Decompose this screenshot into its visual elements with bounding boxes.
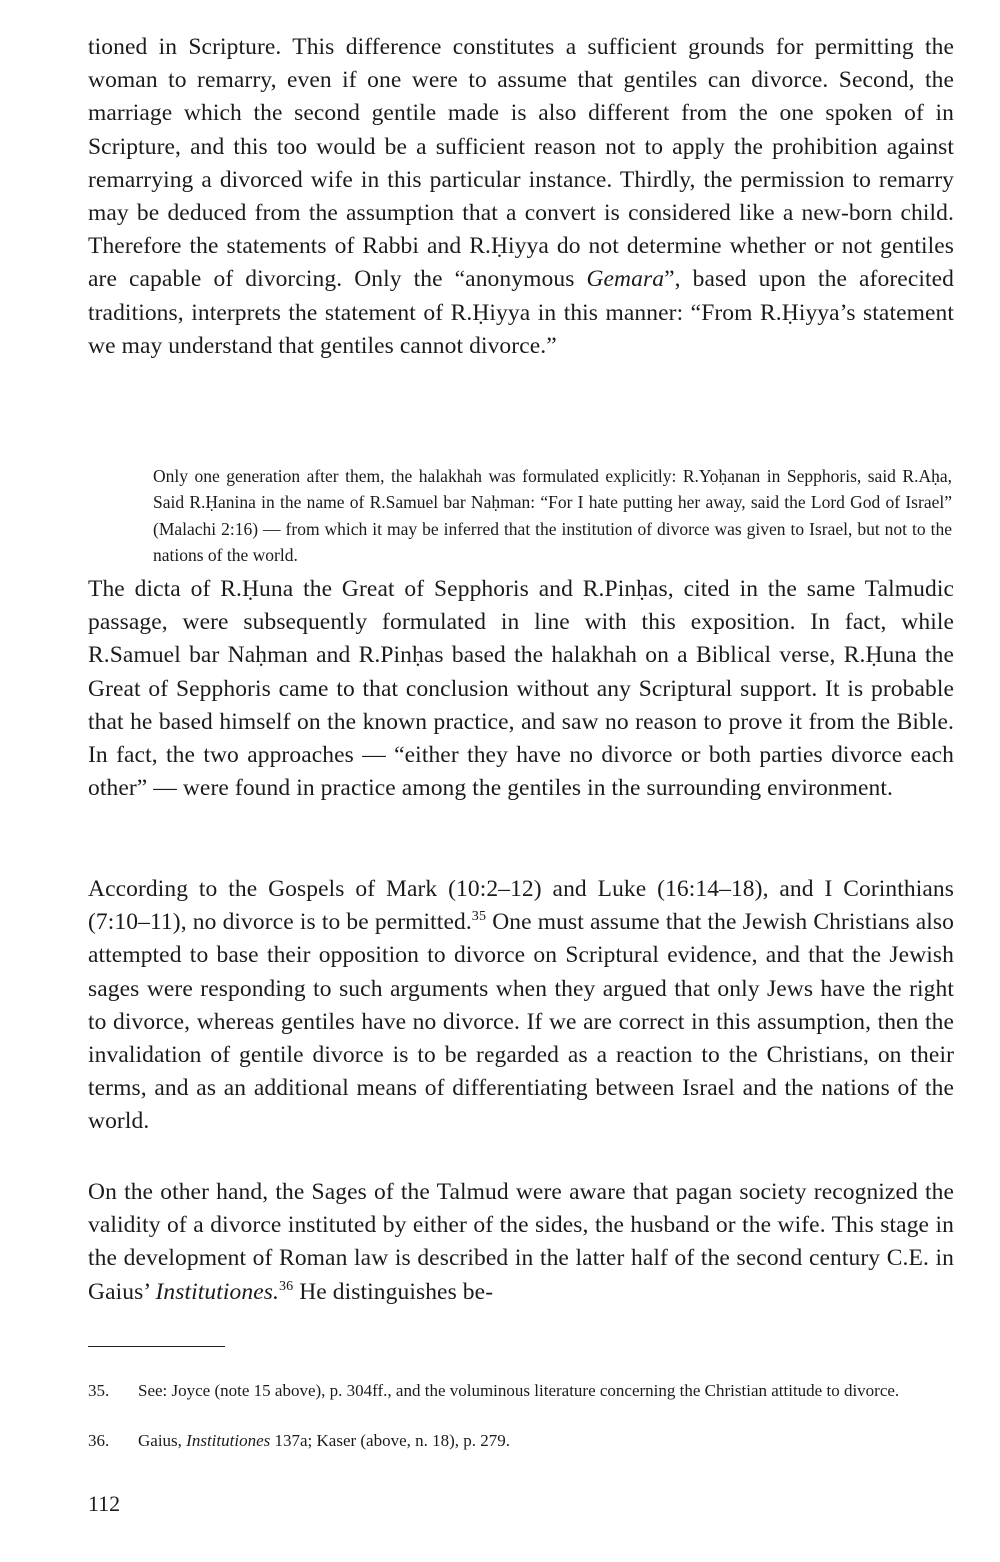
p1-text: tioned in Scripture. This difference constitutes a sufficient grounds for permitting the woman to remarry, even if one were to assume that gentiles can divorce. Second, the marriage which the second gentile made is also different from the one spoken of in Scripture, and this too would be a sufficient reason not to apply the prohibition against remarrying a divorced wife in this particular instance. Thirdly, the permission to remarry may be deduced from the assumption that a convert is considered like a new-born child. Therefore the statements of Rabbi and R.Ḥiyya do not determine whether or not gentiles are capable of divorcing. Only the “anonymous [88, 34, 954, 293]
p1-text-end: ”, based upon the aforecited traditions, interprets the statement of R.Ḥiyya in this manner: “From R.Ḥiyya’s statement we may understand that gentiles cannot divorce.” [88, 266, 954, 359]
p4-text: On the other hand, the Sages of the Talmud were aware that pagan society recognized the validity of a divorce instituted by either of the sides, the husband or the wife. This stage in the development of Roman law is described in the latter half of the second century C.E. in Gaius’ [88, 1179, 954, 1305]
p4-italic-title: Institutiones. [155, 1278, 279, 1305]
footnote-separator [88, 1346, 225, 1347]
body-paragraph-2: The dicta of R.Ḥuna the Great of Sepphoris and R.Pinḥas, cited in the same Talmudic passage, were subsequently formulated in line with this exposition. In fact, while R.Samuel bar Naḥman and R.Pinḥas based the halakhah on a Biblical verse, R.Ḥuna the Great of Sepphoris came to that conclusion without any Scriptural support. It is probable that he based himself on the known practice, and saw no reason to prove it from the Bible. In fact, the two approaches — “either they have no divorce or both parties divorce each other” — were found in practice among the gentiles in the surrounding environment. [88, 576, 954, 802]
footnote-36-italic-title: Institutiones [186, 1431, 271, 1450]
p4-text-end: He distinguishes be- [293, 1278, 494, 1305]
block-quote: Only one generation after them, the halakhah was formulated explicitly: R.Yoḥanan in Sepphoris, said R.Aḥa, Said R.Ḥanina in the name of R.Samuel bar Naḥman: “For I hate putting her away, said the Lord God of Israel” (Malachi 2:16) — from which it may be inferred that the institution of divorce was given to Israel, but not to the nations of the world. [153, 466, 952, 565]
footnote-ref-35: 35 [471, 908, 487, 925]
body-paragraph-4 [88, 1176, 954, 1309]
page-number: 112 [88, 1491, 121, 1516]
footnote-36-number: 36. [88, 1431, 110, 1450]
footnote-ref-36: 36 [278, 1277, 294, 1294]
footnote-36-text-end: 137a; Kaser (above, n. 18), p. 279. [270, 1431, 511, 1450]
p1-italic-term: Gemara [586, 266, 665, 293]
body-paragraph-1 [88, 31, 954, 363]
footnote-36-text: Gaius, [138, 1431, 187, 1450]
p3-text-end: One must assume that the Jewish Christians also attempted to base their opposition to divorce on Scriptural evidence, and that the Jewish sages were responding to such arguments when they argued that only Jews have the right to divorce, whereas gentiles have no divorce. If we are correct in this assumption, then the invalidation of gentile divorce is to be regarded as a reaction to the Christians, on their terms, and as an additional means of differentiating between Israel and the nations of the world. [88, 909, 954, 1135]
footnote-35 [88, 1378, 952, 1403]
footnote-36 [88, 1428, 952, 1453]
footnote-35-text: See: Joyce (note 15 above), p. 304ff., and the voluminous literature concerning the Christian attitude to divorce. [138, 1381, 900, 1400]
footnote-35-number: 35. [88, 1381, 110, 1400]
p3-text: According to the Gospels of Mark (10:2–12) and Luke (16:14–18), and I Corinthians (7:10–11), no divorce is to be permitted. [88, 876, 954, 936]
body-paragraph-3 [88, 873, 954, 1139]
